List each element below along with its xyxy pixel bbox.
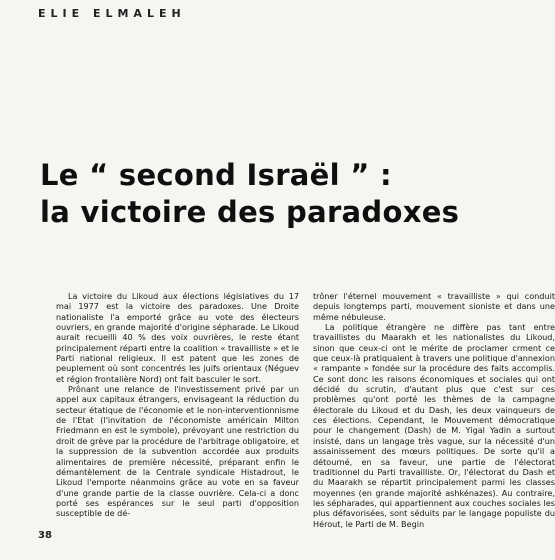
paragraph: trôner l'éternel mouvement « travailliste » qui conduit depuis longtemps parti, mouvement sioniste et dans une même nébuleuse. [313, 291, 555, 322]
title-line-2: la victoire des paradoxes [40, 195, 460, 229]
paragraph: La victoire du Likoud aux élections législatives du 17 mai 1977 est la victoire des paradoxes. Une Droite nationaliste l'a emporté grâce au vote des électeurs ouvriers, en grande majorité d'origine sépharade. Le Likoud aurait recueilli 40 % des voix ouvrières, le reste étant principalement réparti entre la coalition « travailliste » et le Parti national religieux. Il est patent que les zones de peuplement où sont concentrés les juifs orientaux (Néguev et région frontalière Nord) ont fait basculer le sort. [56, 291, 299, 384]
article-title [40, 157, 459, 231]
body-column-right [313, 291, 555, 539]
title-line-1: Le “ second Israël ” : [40, 158, 392, 192]
paragraph: Prônant une relance de l'investissement privé par un appel aux capitaux étrangers, envisageant la réduction du secteur étatique de l'économie et le non-interventionnisme de l'Etat (l'invitation de l'économiste américain Milton Friedmann en est le symbole), prévoyant une restriction du droit de grève par la procédure de l'arbitrage obligatoire, et la suppression de la subvention accordée aux produits alimentaires de première nécessité, préparant enfin le démantèlement de la Centrale syndicale Histadrout, le Likoud l'emporte néanmoins grâce au vote en sa faveur d'une grande partie de la classe ouvrière. Cela-ci a donc porté ses espérances sur le seul parti d'opposition susceptible de dé- [56, 384, 299, 519]
author-name: ELIE ELMALEH [38, 7, 186, 20]
body-column-left [56, 291, 299, 522]
paragraph: La politique étrangère ne diffère pas tant entre travaillistes du Maarakh et les nationalistes du Likoud, sinon que ceux-ci ont le mérite de proclamer crment ce que ceux-là pratiquaient à travers une politique d'annexion « rampante » fondée sur la procédure des faits accomplis. Ce sont donc les raisons économiques et sociales qui ont décidé du scrutin, d'autant plus que c'est sur ces problèmes qu'ont porté les thèmes de la campagne électorale du Likoud et du Dash, les deux vainqueurs de ces élections. Cependant, le Mouvement démocratique pour le changement (Dash) de M. Yigal Yadin a surtout insisté, dans un langage très vague, sur la nécessité d'un assainissement des mœurs politiques. De sorte qu'il a détourné, en sa faveur, une partie de l'électorat traditionnel du Parti travailliste. Or, l'électorat du Dash et du Maarakh se répartit principalement parmi les classes moyennes (en grande majorité ashkénazes). Au contraire, les sépharades, qui appartiennent aux couches sociales les plus défavorisées, sont séduits par le langage populiste du Hérout, le Parti de M. Begin [313, 322, 555, 529]
page-number: 38 [38, 530, 52, 541]
